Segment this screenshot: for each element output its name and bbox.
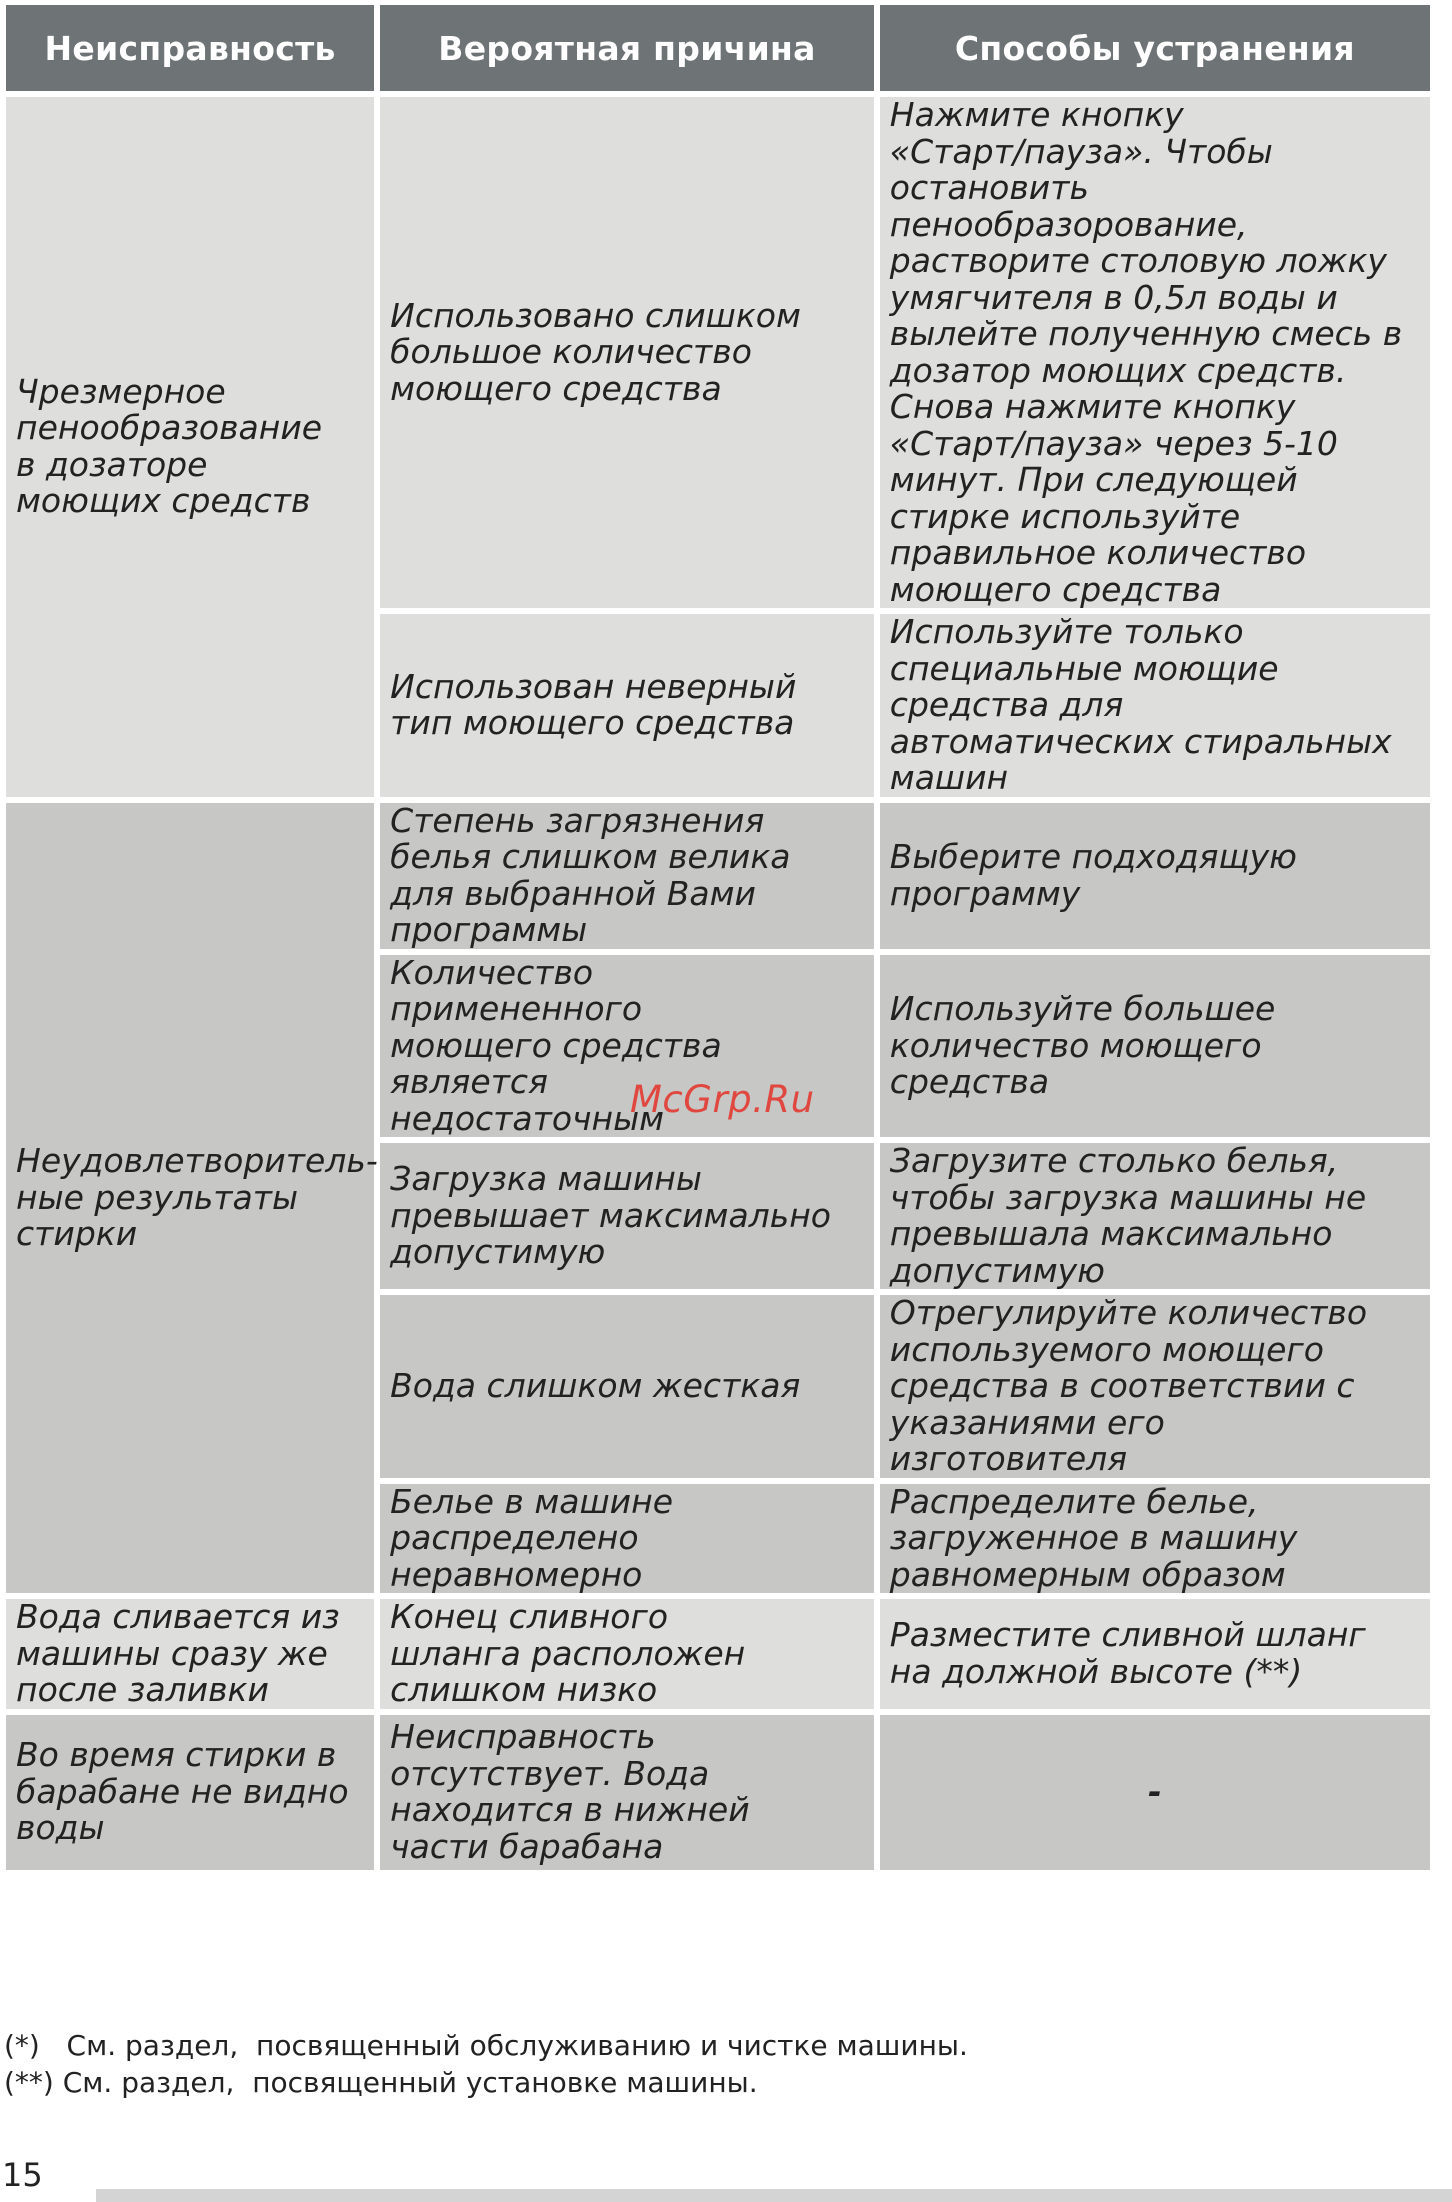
remedy-cell: Распределите белье, загруженное в машину равномерным образом <box>880 1484 1430 1594</box>
table-row <box>6 803 1430 949</box>
cause-cell: Использован неверный тип моющего средства <box>380 614 874 797</box>
cause-cell: Неисправность отсутствует. Вода находится в нижней части барабана <box>380 1715 874 1870</box>
cause-cell: Использовано слишком большое количество моющего средства <box>380 97 874 608</box>
watermark-text: McGrp.Ru <box>630 1078 815 1121</box>
remedy-cell: Разместите сливной шланг на должной высоте (**) <box>880 1599 1430 1709</box>
page-number: 15 <box>2 2156 43 2194</box>
footnote-2: (**) См. раздел, посвященный установке машины. <box>4 2066 758 2099</box>
remedy-cell: Загрузите столько белья, чтобы загрузка машины не превышала максимально допустимую <box>880 1143 1430 1289</box>
problem-cell: Неудовлетворитель- ные результаты стирки <box>6 803 374 1594</box>
footnote-1: (*) См. раздел, посвященный обслуживанию и чистке машины. <box>4 2029 968 2062</box>
cause-cell: Количество примененного моющего средства является недостаточным <box>380 955 874 1138</box>
cause-cell: Вода слишком жесткая <box>380 1295 874 1478</box>
remedy-cell: Нажмите кнопку «Старт/пауза». Чтобы остановить пенообразорование, растворите столовую ложку умягчителя в 0,5л воды и вылейте полученную смесь в дозатор моющих средств. Снова нажмите кнопку «Старт/пауза» через 5-10 минут. При следующей стирке используйте правильное количество моющего средства <box>880 97 1430 608</box>
remedy-cell: Отрегулируйте количество используемого моющего средства в соответствии с указаниями его изготовителя <box>880 1295 1430 1478</box>
table-row <box>6 97 1430 608</box>
problem-cell: Вода сливается из машины сразу же после заливки <box>6 1599 374 1709</box>
cause-cell: Степень загрязнения белья слишком велика для выбранной Вами программы <box>380 803 874 949</box>
problem-cell: Чрезмерное пенообразование в дозаторе моющих средств <box>6 97 374 797</box>
header-remedy: Способы устранения <box>880 5 1430 91</box>
remedy-cell: Используйте только специальные моющие средства для автоматических стиральных машин <box>880 614 1430 797</box>
footer-divider <box>96 2189 1452 2202</box>
table-row <box>6 1599 1430 1709</box>
cause-cell: Конец сливного шланга расположен слишком низко <box>380 1599 874 1709</box>
remedy-cell: Выберите подходящую программу <box>880 803 1430 949</box>
header-problem: Неисправность <box>6 5 374 91</box>
table-row <box>6 1715 1430 1870</box>
remedy-cell: Используйте большее количество моющего средства <box>880 955 1430 1138</box>
problem-cell: Во время стирки в барабане не видно воды <box>6 1715 374 1870</box>
remedy-cell: - <box>880 1715 1430 1870</box>
cause-cell: Загрузка машины превышает максимально допустимую <box>380 1143 874 1289</box>
cause-cell: Белье в машине распределено неравномерно <box>380 1484 874 1594</box>
table-header-row <box>6 5 1430 91</box>
header-cause: Вероятная причина <box>380 5 874 91</box>
